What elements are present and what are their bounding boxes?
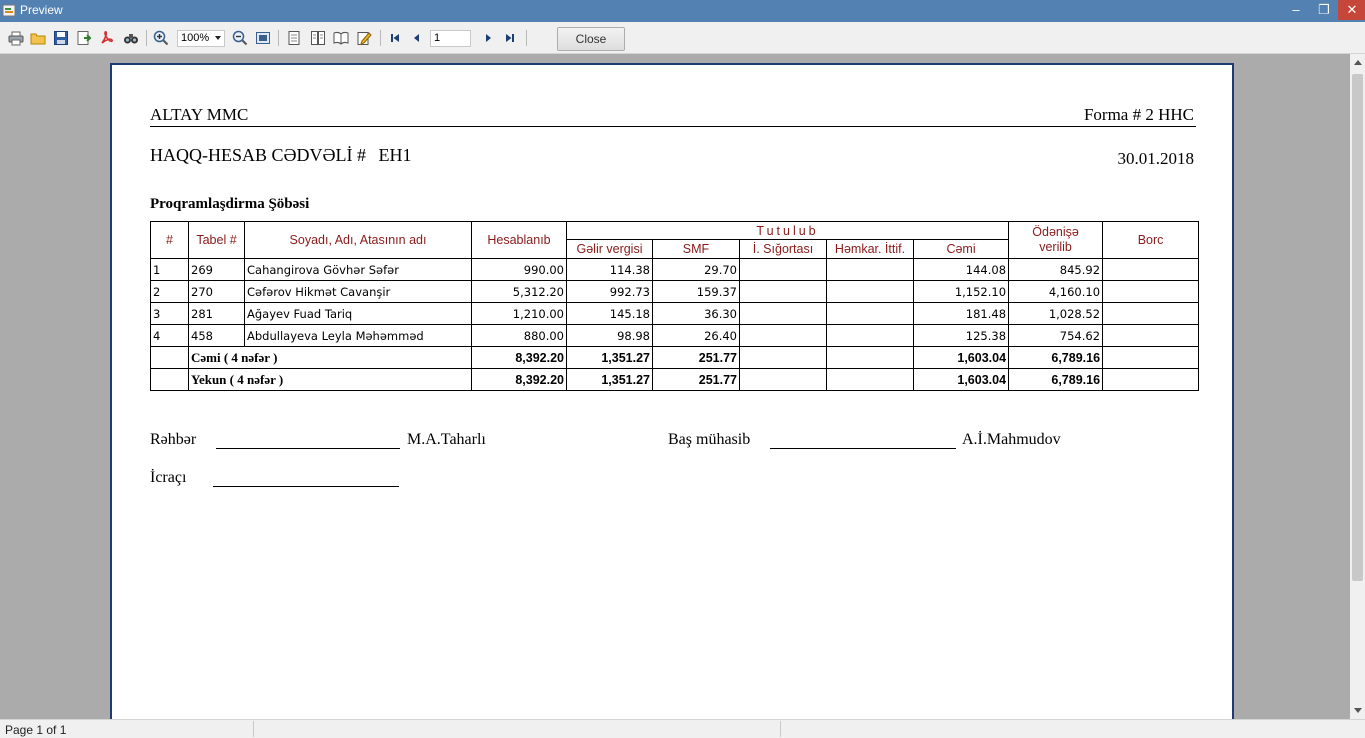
zoom-in-icon[interactable]: [153, 30, 169, 46]
status-divider: [253, 721, 254, 737]
total-income-tax: 1,351.27: [567, 369, 653, 391]
total-row: [151, 369, 1199, 391]
head-signature-line: [216, 448, 400, 449]
cell-tabel: 270: [189, 281, 245, 303]
toolbar-separator: [380, 30, 381, 46]
pdf-icon[interactable]: [99, 30, 115, 46]
cell-income-tax: 114.38: [567, 259, 653, 281]
cell-debt: [1103, 325, 1199, 347]
toolbar-separator: [526, 30, 527, 46]
cell-income-tax: 145.18: [567, 303, 653, 325]
window-title: Preview: [20, 3, 63, 17]
restore-button[interactable]: ❐: [1318, 2, 1330, 17]
cell-name: Cəfərov Hikmət Cavanşir: [245, 281, 472, 303]
cell-insurance: [740, 325, 827, 347]
total-insurance: [740, 369, 827, 391]
cell-no: 3: [151, 303, 189, 325]
cell-sum: 144.08: [914, 259, 1009, 281]
col-header-paid-line1: Ödənişə: [1032, 225, 1079, 239]
subtotal-label: Cəmi ( 4 nəfər ): [189, 347, 472, 369]
subtotal-spacer: [151, 347, 189, 369]
total-paid: 6,789.16: [1009, 369, 1103, 391]
table-row: [151, 281, 1199, 303]
save-icon[interactable]: [53, 30, 69, 46]
page-info: Page 1 of 1: [5, 723, 67, 737]
header-rule: [150, 126, 1196, 127]
toolbar-separator: [278, 30, 279, 46]
cell-debt: [1103, 259, 1199, 281]
cell-no: 2: [151, 281, 189, 303]
close-preview-button[interactable]: Close: [557, 27, 625, 51]
col-header-debt: Borc: [1103, 222, 1199, 259]
cell-sum: 181.48: [914, 303, 1009, 325]
cell-tabel: 458: [189, 325, 245, 347]
single-page-icon[interactable]: [286, 30, 302, 46]
cell-income-tax: 98.98: [567, 325, 653, 347]
subtotal-smf: 251.77: [653, 347, 740, 369]
cell-smf: 159.37: [653, 281, 740, 303]
status-divider: [780, 721, 781, 737]
col-header-union: Həmkar. İttif.: [827, 240, 914, 259]
edit-page-icon[interactable]: [356, 30, 372, 46]
cell-union: [827, 325, 914, 347]
cell-tabel: 269: [189, 259, 245, 281]
cell-name: Cahangirova Gövhər Səfər: [245, 259, 472, 281]
print-icon[interactable]: [8, 30, 24, 46]
total-union: [827, 369, 914, 391]
subtotal-accrued: 8,392.20: [472, 347, 567, 369]
cell-smf: 26.40: [653, 325, 740, 347]
col-header-paid-line2: verilib: [1039, 240, 1072, 254]
col-header-income-tax: Gəlir vergisi: [567, 240, 653, 259]
app-icon: [2, 3, 17, 18]
minimize-button[interactable]: ‒: [1292, 2, 1300, 17]
col-header-paid: [1009, 222, 1103, 259]
report-title-code: EH1: [378, 145, 412, 165]
page-number-input[interactable]: 1: [430, 30, 471, 47]
zoom-value: 100%: [181, 32, 210, 44]
col-header-tabel: Tabel #: [189, 222, 245, 259]
cell-paid: 754.62: [1009, 325, 1103, 347]
multi-page-icon[interactable]: [310, 30, 326, 46]
subtotal-debt: [1103, 347, 1199, 369]
head-signature-name: M.A.Taharlı: [407, 431, 486, 448]
col-header-name: Soyadı, Adı, Atasının adı: [245, 222, 472, 259]
cell-accrued: 990.00: [472, 259, 567, 281]
subtotal-sum: 1,603.04: [914, 347, 1009, 369]
cell-sum: 125.38: [914, 325, 1009, 347]
report-title-prefix: HAQQ-HESAB CƏDVƏLİ #: [150, 145, 366, 165]
cell-sum: 1,152.10: [914, 281, 1009, 303]
table-row: [151, 259, 1199, 281]
cell-debt: [1103, 303, 1199, 325]
last-page-icon[interactable]: [502, 30, 518, 46]
cell-smf: 29.70: [653, 259, 740, 281]
form-number: Forma # 2 HHC: [1083, 105, 1194, 124]
cell-income-tax: 992.73: [567, 281, 653, 303]
zoom-out-icon[interactable]: [232, 30, 248, 46]
cell-accrued: 880.00: [472, 325, 567, 347]
total-spacer: [151, 369, 189, 391]
executor-signature-line: [213, 486, 399, 487]
executor-signature-label: İcraçı: [150, 469, 187, 486]
open-folder-icon[interactable]: [30, 30, 46, 46]
cell-debt: [1103, 281, 1199, 303]
cell-paid: 4,160.10: [1009, 281, 1103, 303]
first-page-icon[interactable]: [387, 30, 403, 46]
cell-tabel: 281: [189, 303, 245, 325]
accountant-signature-label: Baş mühasib: [668, 431, 751, 448]
col-header-sum: Cəmi: [914, 240, 1009, 259]
col-header-accrued: Hesablanıb: [472, 222, 567, 259]
cell-insurance: [740, 259, 827, 281]
cell-accrued: 1,210.00: [472, 303, 567, 325]
vertical-scrollbar[interactable]: [1350, 54, 1365, 719]
department-name: Proqramlaşdirma Şöbəsi: [150, 196, 310, 212]
total-debt: [1103, 369, 1199, 391]
subtotal-insurance: [740, 347, 827, 369]
cell-accrued: 5,312.20: [472, 281, 567, 303]
find-icon[interactable]: [123, 30, 139, 46]
table-row: [151, 325, 1199, 347]
cell-no: 1: [151, 259, 189, 281]
zoom-select[interactable]: [177, 30, 225, 47]
subtotal-union: [827, 347, 914, 369]
fit-page-icon[interactable]: [255, 30, 271, 46]
total-smf: 251.77: [653, 369, 740, 391]
accountant-signature-line: [770, 448, 956, 449]
title-bar: [0, 0, 1365, 22]
head-signature-label: Rəhbər: [150, 431, 197, 448]
col-header-insurance: İ. Sığortası: [740, 240, 827, 259]
report-title: [150, 145, 412, 166]
cell-smf: 36.30: [653, 303, 740, 325]
cell-union: [827, 259, 914, 281]
cell-name: Ağayev Fuad Tariq: [245, 303, 472, 325]
previous-page-icon[interactable]: [409, 30, 425, 46]
col-header-smf: SMF: [653, 240, 740, 259]
preview-viewport[interactable]: [0, 54, 1350, 719]
cell-insurance: [740, 303, 827, 325]
total-accrued: 8,392.20: [472, 369, 567, 391]
toolbar-separator: [146, 30, 147, 46]
subtotal-paid: 6,789.16: [1009, 347, 1103, 369]
report-page: [110, 63, 1234, 719]
company-name: ALTAY MMC: [150, 105, 249, 124]
scrollbar-thumb[interactable]: [1352, 74, 1363, 581]
total-sum: 1,603.04: [914, 369, 1009, 391]
chevron-down-icon: [215, 36, 221, 40]
toolbar: [0, 22, 1365, 54]
total-label: Yekun ( 4 nəfər ): [189, 369, 472, 391]
cell-paid: 1,028.52: [1009, 303, 1103, 325]
next-page-icon[interactable]: [480, 30, 496, 46]
cell-insurance: [740, 281, 827, 303]
subtotal-row: [151, 347, 1199, 369]
cell-union: [827, 281, 914, 303]
subtotal-income-tax: 1,351.27: [567, 347, 653, 369]
accountant-signature-name: A.İ.Mahmudov: [962, 431, 1061, 448]
cell-union: [827, 303, 914, 325]
cell-name: Abdullayeva Leyla Məhəmməd: [245, 325, 472, 347]
cell-paid: 845.92: [1009, 259, 1103, 281]
report-date: 30.01.2018: [1117, 149, 1194, 168]
table-row: [151, 303, 1199, 325]
col-header-deducted-group: Tutulub: [567, 222, 1009, 240]
scroll-up-icon[interactable]: [1354, 60, 1362, 65]
export-icon[interactable]: [76, 30, 92, 46]
book-icon[interactable]: [333, 30, 349, 46]
close-window-button[interactable]: ✕: [1338, 0, 1365, 20]
cell-no: 4: [151, 325, 189, 347]
scroll-down-icon[interactable]: [1354, 708, 1362, 713]
col-header-no: #: [151, 222, 189, 259]
payroll-table: [150, 221, 1199, 391]
status-bar: [0, 719, 1365, 738]
